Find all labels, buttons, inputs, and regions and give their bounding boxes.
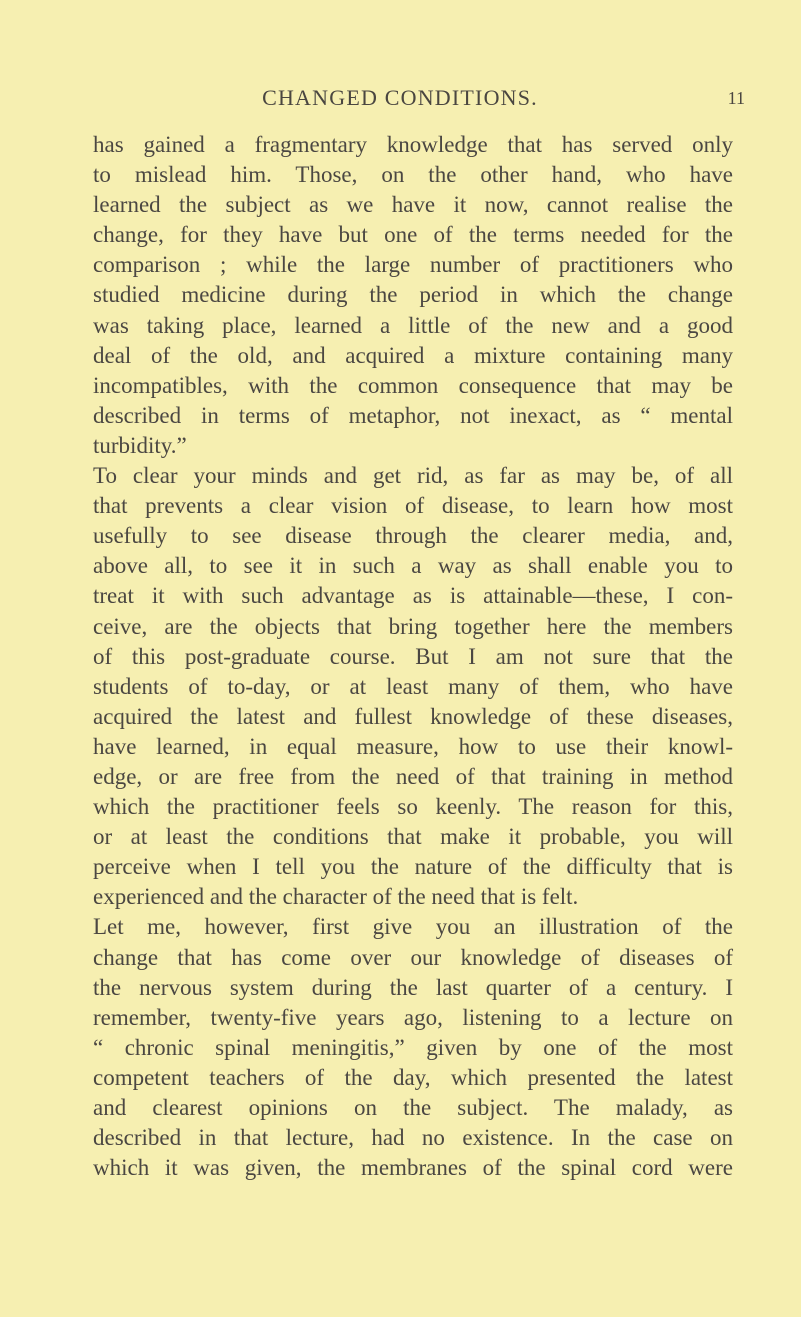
- text-line: students of to-day, or at least many of them, who have: [93, 673, 733, 699]
- text-line: which the practitioner feels so keenly. The reason for this,: [93, 794, 733, 820]
- text-line: comparison ; while the large number of practitioners who: [93, 252, 733, 278]
- text-line: the nervous system during the last quarter of a century. I: [93, 974, 733, 1000]
- text-line: change, for they have but one of the terms needed for the: [93, 222, 733, 248]
- text-line: treat it with such advantage as is attainable—these, I con-: [93, 583, 733, 609]
- text-line: remember, twenty-five years ago, listening to a lecture on: [93, 1004, 733, 1030]
- paragraph-start-line: To clear your minds and get rid, as far as may be, of all: [93, 463, 733, 489]
- text-line: and clearest opinions on the subject. The malady, as: [93, 1095, 733, 1120]
- text-line: “ chronic spinal meningitis,” given by one of the most: [93, 1034, 733, 1060]
- text-line: acquired the latest and fullest knowledge of these diseases,: [93, 703, 733, 729]
- running-head: [85, 84, 745, 114]
- body-text: [93, 130, 733, 1183]
- text-line: turbidity.”: [93, 432, 187, 458]
- text-line: that prevents a clear vision of disease, to learn how most: [93, 493, 733, 519]
- text-line: has gained a fragmentary knowledge that has served only: [93, 132, 733, 157]
- text-line: deal of the old, and acquired a mixture containing many: [93, 342, 733, 368]
- text-line: perceive when I tell you the nature of the difficulty that is: [93, 854, 733, 880]
- paragraph-start-line: Let me, however, first give you an illustration of the: [93, 914, 733, 940]
- text-line: to mislead him. Those, on the other hand, who have: [93, 162, 733, 188]
- text-line: usefully to see disease through the clearer media, and,: [93, 523, 733, 549]
- text-line: or at least the conditions that make it probable, you will: [93, 824, 733, 850]
- text-line: incompatibles, with the common consequence that may be: [93, 372, 733, 398]
- text-line: competent teachers of the day, which presented the latest: [93, 1064, 733, 1090]
- running-title: CHANGED CONDITIONS.: [262, 85, 538, 110]
- text-line: described in that lecture, had no existence. In the case on: [93, 1125, 733, 1151]
- text-line: above all, to see it in such a way as shall enable you to: [93, 553, 733, 579]
- text-line: experienced and the character of the need that is felt.: [93, 884, 579, 910]
- text-line: ceive, are the objects that bring together here the members: [93, 613, 733, 639]
- text-line: studied medicine during the period in which the change: [93, 282, 733, 308]
- text-line: of this post-graduate course. But I am not sure that the: [93, 643, 733, 669]
- text-line: have learned, in equal measure, how to use their knowl-: [93, 733, 733, 759]
- text-line: learned the subject as we have it now, cannot realise the: [93, 192, 733, 218]
- text-line: which it was given, the membranes of the spinal cord were: [93, 1155, 733, 1181]
- page-number: 11: [727, 88, 745, 108]
- text-line: was taking place, learned a little of the new and a good: [93, 312, 733, 338]
- text-line: change that has come over our knowledge of diseases of: [93, 944, 733, 970]
- text-line: edge, or are free from the need of that training in method: [93, 763, 733, 789]
- text-line: described in terms of metaphor, not inexact, as “ mental: [93, 402, 733, 428]
